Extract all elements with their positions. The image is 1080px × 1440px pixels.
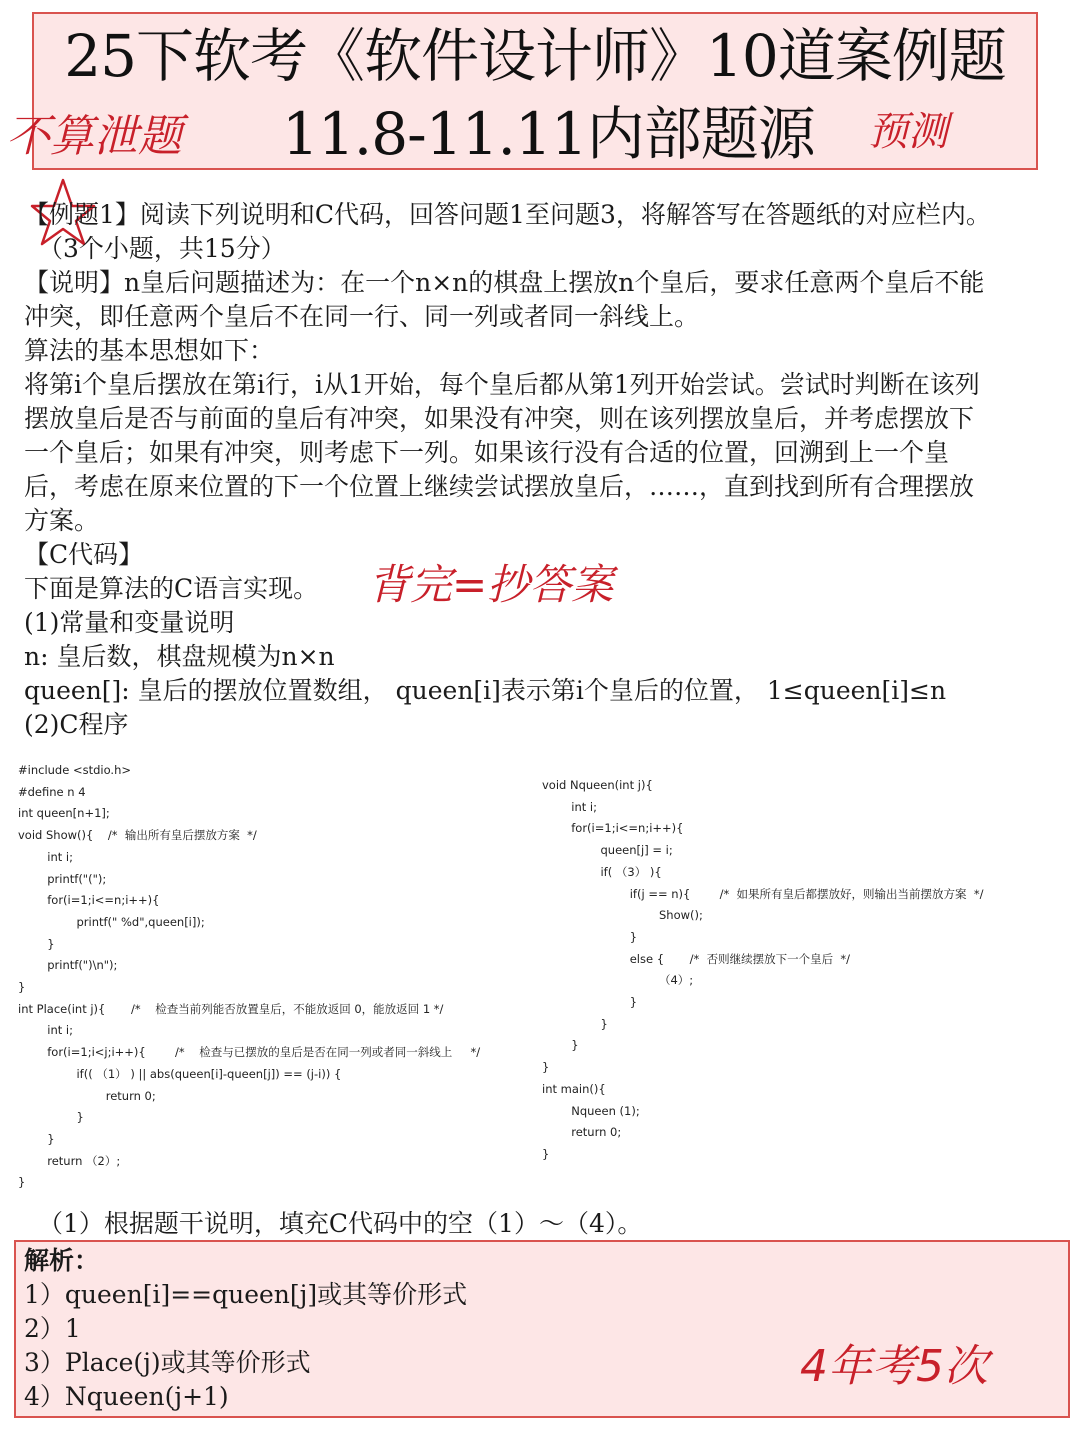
code-line: if( （3） ){ (542, 864, 662, 879)
question-body (24, 198, 1054, 742)
page-title: 25下软考《软件设计师》10道案例题 (64, 22, 1006, 90)
c-code-intro: 下面是算法的C语言实现。 (24, 574, 319, 603)
code-line: } (18, 980, 26, 995)
code-line: return 0; (542, 1125, 622, 1140)
c-code-title: 【C代码】 (24, 540, 144, 569)
question-text: （1）根据题干说明，填充C代码中的空（1）～（4）。 (38, 1209, 643, 1238)
code-line: void Show(){ /* 输出所有皇后摆放方案 */ (18, 828, 257, 843)
code-block-right (542, 775, 983, 1166)
desc-line1: 【说明】n皇后问题描述为：在一个n×n的棋盘上摆放n个皇后，要求任意两个皇后不能 (24, 268, 985, 297)
handwritten-note-middle: 背完=抄答案 (368, 560, 614, 609)
algo-line2: 摆放皇后是否与前面的皇后有冲突，如果没有冲突，则在该列摆放皇后，并考虑摆放下 (24, 404, 975, 433)
code-line: Nqueen (1); (542, 1103, 640, 1118)
code-line: } (542, 1016, 608, 1031)
code-line: } (542, 1038, 579, 1053)
code-line: if(j == n){ /* 如果所有皇后都摆放好，则输出当前摆放方案 */ (542, 886, 984, 901)
code-line: return 0; (18, 1088, 156, 1103)
page-subtitle: 11.8-11.11内部题源 (282, 100, 815, 168)
code-line: else { /* 否则继续摆放下一个皇后 */ (542, 951, 850, 966)
code-line: } (18, 1175, 26, 1190)
code-line: } (542, 995, 638, 1010)
code-line: printf(" %d",queen[i]); (18, 914, 205, 929)
code-line: } (542, 929, 638, 944)
algo-line3: 一个皇后；如果有冲突，则考虑下一列。如果该行没有合适的位置，回溯到上一个皇 (24, 438, 950, 467)
handwritten-note-right: 预测 (868, 109, 948, 155)
code-line: void Nqueen(int j){ (542, 778, 653, 792)
code-line: if(( （1） ) || abs(queen[i]-queen[j]) == (j-i)) { (18, 1066, 342, 1081)
code-line: } (18, 1110, 84, 1125)
algo-line4: 后，考虑在原来位置的下一个位置上继续尝试摆放皇后，……，直到找到所有合理摆放 (24, 472, 975, 501)
answer-item: 2）1 (24, 1314, 81, 1343)
answer-item: 3）Place(j)或其等价形式 (24, 1348, 311, 1377)
code-line: #define n 4 (18, 784, 86, 799)
code-line: int queen[n+1]; (18, 806, 110, 821)
const-title: (1)常量和变量说明 (24, 608, 235, 637)
code-line: } (18, 936, 55, 951)
algo-line5: 方案。 (24, 506, 100, 535)
code-line: for(i=1;i<=n;i++){ (18, 893, 160, 908)
code-line: } (542, 1060, 550, 1075)
desc-line2: 冲突，即任意两个皇后不在同一行、同一列或者同一斜线上。 (24, 302, 700, 331)
answer-item: 4）Nqueen(j+1) (24, 1382, 229, 1411)
answer-list (24, 1278, 467, 1414)
queen-description: queen[]: 皇后的摆放位置数组， queen[i]表示第i个皇后的位置， 1≤queen[i]≤n (24, 676, 947, 705)
intro-line1: 【例题1】阅读下列说明和C代码，回答问题1至问题3，将解答写在答题纸的对应栏内。 (24, 200, 991, 229)
code-line: } (542, 1146, 550, 1161)
code-line: queen[j] = i; (542, 843, 673, 858)
code-block-left (18, 760, 480, 1194)
code-line: for(i=1;i<j;i++){ /* 检查与已摆放的皇后是否在同一列或者同一斜线上 */ (18, 1045, 481, 1060)
code-line: Show(); (542, 908, 703, 923)
code-line: return （2）; (18, 1153, 121, 1168)
answer-title: 解析： (24, 1246, 100, 1275)
code-line: int i; (542, 799, 597, 814)
code-line: int i; (18, 1023, 73, 1038)
algo-title: 算法的基本思想如下： (24, 336, 275, 365)
code-line: （4）; (542, 973, 694, 988)
code-line: printf("("); (18, 871, 107, 886)
code-line: } (18, 1131, 55, 1146)
answer-item: 1）queen[i]==queen[j]或其等价形式 (24, 1280, 468, 1309)
code-line: #include <stdio.h> (18, 763, 132, 777)
code-line: for(i=1;i<=n;i++){ (542, 821, 684, 836)
code-line: int main(){ (542, 1081, 606, 1096)
algo-line1: 将第i个皇后摆放在第i行，i从1开始，每个皇后都从第1列开始尝试。尝试时判断在该列 (24, 370, 980, 399)
n-description: n: 皇后数，棋盘规模为n×n (24, 642, 335, 671)
code-line: int i; (18, 849, 73, 864)
intro-line2: （3个小题，共15分） (38, 234, 286, 263)
program-title: (2)C程序 (24, 710, 129, 739)
handwritten-note-left: 不算泄题 (6, 111, 182, 162)
code-line: printf(")\n"); (18, 958, 118, 973)
handwritten-note-bottom: 4年考5次 (800, 1341, 988, 1392)
code-line: int Place(int j){ /* 检查当前列能否放置皇后，不能放返回 0，能放返回 1 */ (18, 1001, 444, 1016)
